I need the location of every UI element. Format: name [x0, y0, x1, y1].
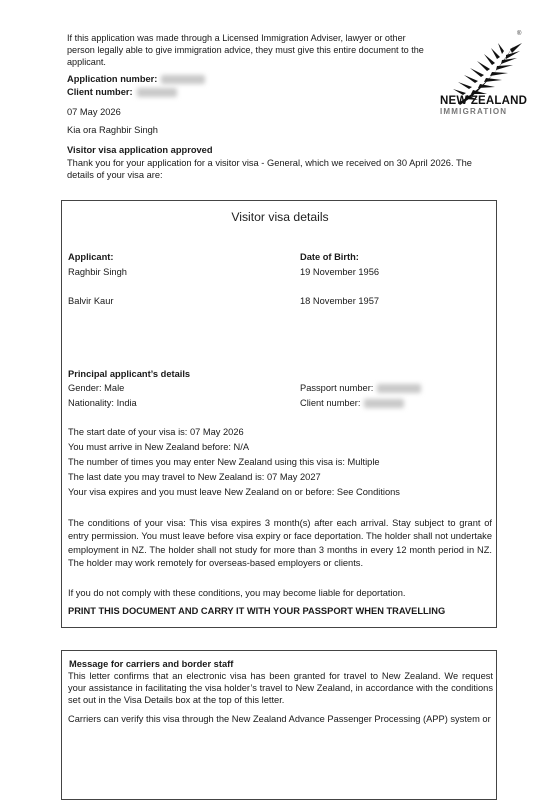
redacted-client-number	[364, 399, 404, 408]
print-notice: PRINT THIS DOCUMENT AND CARRY IT WITH YOUR PASSPORT WHEN TRAVELLING	[68, 606, 446, 616]
client-number-row	[67, 87, 177, 99]
client-number-row	[300, 398, 404, 410]
applicant-dob: 19 November 1956	[300, 267, 380, 277]
client-number-label: Client number:	[300, 398, 361, 408]
visa-details-title: Visitor visa details	[231, 210, 329, 224]
visa-date-line: The start date of your visa is: 07 May 2026	[68, 427, 244, 437]
carrier-message-paragraph: This letter confirms that an electronic visa has been granted for travel to New Zealand. We request your assistance in facilitating the visa holder’s travel to New Zealand, in accordance with the conditions set out in the Visa Details box at the top of this letter.	[68, 671, 493, 706]
thanks-paragraph: Thank you for your application for a visitor visa - General, which we received on 30 April 2026. The details of your visa are:	[67, 158, 472, 180]
applicant-label: Applicant:	[68, 252, 114, 262]
applicant-name: Raghbir Singh	[68, 267, 127, 277]
principal-details-heading: Principal applicant’s details	[68, 369, 191, 379]
letter-date: 07 May 2026	[67, 107, 121, 117]
approved-heading: Visitor visa application approved	[67, 145, 213, 155]
greeting: Kia ora Raghbir Singh	[67, 125, 158, 135]
deportation-warning: If you do not comply with these conditions, you may become liable for deportation.	[68, 588, 406, 598]
visa-date-line: You must arrive in New Zealand before: N/A	[68, 442, 250, 452]
logo-sub-text: IMMIGRATION	[440, 107, 508, 116]
carrier-message-title: Message for carriers and border staff	[69, 659, 234, 669]
trademark-symbol: ®	[517, 31, 522, 37]
visa-conditions: The conditions of your visa: This visa expires 3 month(s) after each arrival. Stay subject to grant of entry permission. You must leave before visa expiry or face deportation. The holder shall not undertake employment in NZ. The holder shall not study for more than 3 months in every 12 month period in NZ. The holder may work remotely for overseas-based employers or clients.	[68, 518, 492, 569]
redacted-passport-number	[377, 384, 421, 393]
carrier-message-box	[61, 650, 497, 800]
passport-number-row	[300, 383, 421, 395]
adviser-notice: If this application was made through a Licensed Immigration Adviser, lawyer or other person legally able to give immigration advice, they must give this entire document to the applicant.	[67, 33, 424, 67]
redacted-application-number	[161, 75, 205, 84]
redacted-client-number	[137, 88, 177, 97]
visa-details-box	[61, 200, 497, 628]
gender: Gender: Male	[68, 383, 125, 393]
visa-date-line: The number of times you may enter New Zealand using this visa is: Multiple	[68, 457, 380, 467]
passport-number-label: Passport number:	[300, 383, 374, 393]
client-number-label: Client number:	[67, 87, 133, 97]
application-number-label: Application number:	[67, 74, 158, 84]
applicant-dob: 18 November 1957	[300, 296, 380, 306]
application-number-row	[67, 74, 205, 86]
dob-label: Date of Birth:	[300, 252, 359, 262]
visa-date-line: Your visa expires and you must leave New Zealand on or before: See Conditions	[68, 487, 400, 497]
nationality: Nationality: India	[68, 398, 137, 408]
visa-date-line: The last date you may travel to New Zealand is: 07 May 2027	[68, 472, 321, 482]
logo-brand-text: NEW ZEALAND	[440, 95, 528, 107]
carrier-verify-paragraph: Carriers can verify this visa through the New Zealand Advance Passenger Processing (APP) system or	[68, 714, 491, 724]
applicant-name: Balvir Kaur	[68, 296, 114, 306]
